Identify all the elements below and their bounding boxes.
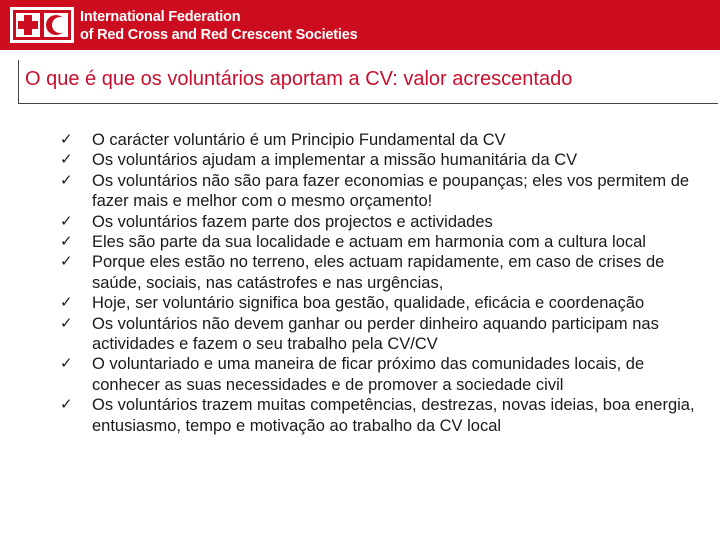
- bullet-item: [60, 395, 710, 436]
- bullet-text: Hoje, ser voluntário significa boa gestão, qualidade, eficácia e coordenação: [92, 294, 645, 313]
- organization-name: [80, 8, 357, 44]
- bullet-item: [60, 130, 710, 150]
- bullet-item: [60, 293, 710, 313]
- check-icon: ✓: [60, 171, 73, 189]
- check-icon: ✓: [60, 151, 73, 169]
- bullet-text: O voluntariado e uma maneira de ficar próximo das comunidades locais, de conhecer as suas necessidades e de promover a sociedade civil: [92, 355, 645, 394]
- bullet-text: Os voluntários não são para fazer economias e poupanças; eles vos permitem de fazer mais e melhor com o mesmo orçamento!: [92, 171, 690, 211]
- bullet-text: O carácter voluntário é um Principio Fundamental da CV: [92, 131, 506, 149]
- bullet-item: [60, 150, 710, 170]
- check-icon: ✓: [60, 314, 73, 332]
- bullet-list: [60, 130, 710, 436]
- bullet-item: [60, 354, 710, 395]
- slide-title: O que é que os voluntários aportam a CV: valor acrescentado: [25, 68, 573, 90]
- check-icon: ✓: [60, 355, 73, 373]
- org-name-line-1: International Federation: [80, 9, 241, 25]
- bullet-item: [60, 232, 710, 252]
- bullet-item: [60, 314, 710, 355]
- bullet-text: Porque eles estão no terreno, eles actuam rapidamente, em caso de crises de saúde, sociais, nas catástrofes e nas urgências,: [92, 253, 665, 292]
- check-icon: ✓: [60, 294, 73, 312]
- bullet-text: Eles são parte da sua localidade e actuam em harmonia com a cultura local: [92, 233, 646, 252]
- check-icon: ✓: [60, 233, 73, 251]
- header-bar: [0, 0, 720, 50]
- bullet-item: [60, 171, 710, 212]
- check-icon: ✓: [60, 396, 73, 414]
- red-cross-crescent-logo: [10, 7, 74, 43]
- bullet-text: Os voluntários fazem parte dos projectos e actividades: [92, 212, 493, 231]
- bullet-text: Os voluntários trazem muitas competências, destrezas, novas ideias, boa energia, entusiasmo, tempo e motivação ao trabalho da CV local: [92, 396, 695, 435]
- bullet-text: Os voluntários não devem ganhar ou perder dinheiro aquando participam nas actividades e fazem o seu trabalho pela CV/CV: [92, 314, 659, 354]
- check-icon: ✓: [60, 131, 73, 148]
- org-name-line-2: of Red Cross and Red Crescent Societies: [80, 27, 358, 43]
- bullet-item: [60, 252, 710, 293]
- bullet-text: Os voluntários ajudam a implementar a missão humanitária da CV: [92, 151, 578, 170]
- check-icon: ✓: [60, 253, 73, 271]
- bullet-item: [60, 212, 710, 232]
- check-icon: ✓: [60, 212, 73, 230]
